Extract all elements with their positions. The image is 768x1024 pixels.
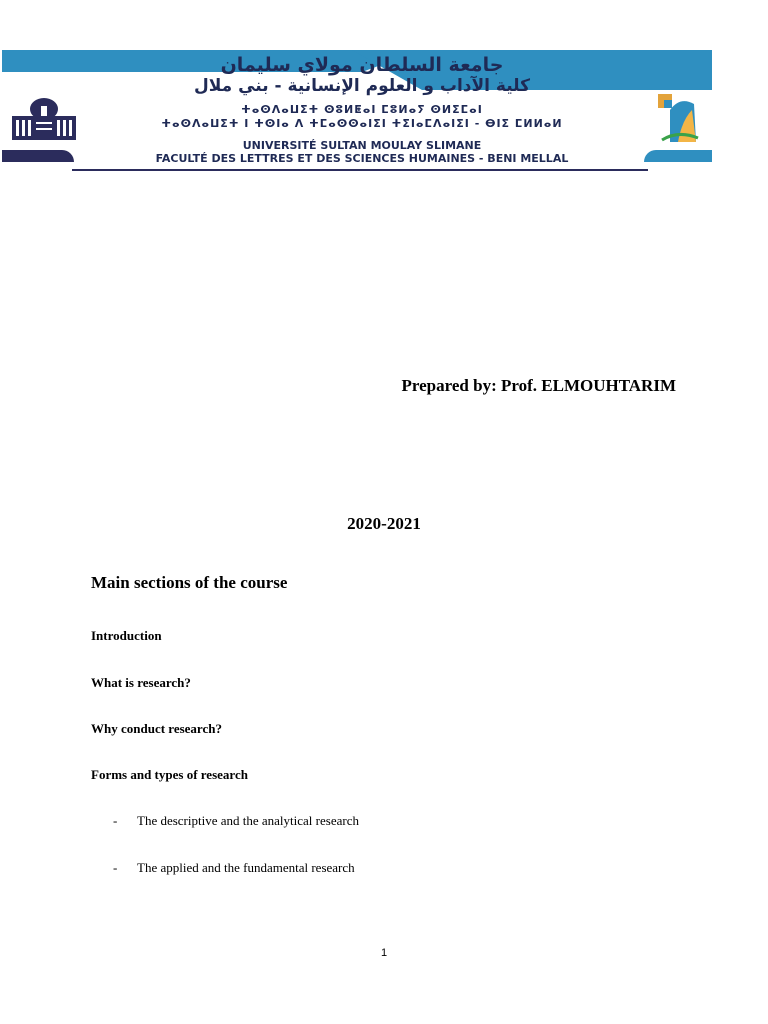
banner-bottom-right-stripe (644, 150, 712, 162)
banner-bottom-left-stripe (2, 150, 74, 162)
toc-heading-forms-and-types: Forms and types of research (91, 767, 248, 782)
course-sections-title: Main sections of the course (91, 573, 288, 592)
bullet-dash: - (113, 813, 118, 828)
university-building-logo-icon (8, 94, 80, 144)
bullet-dash: - (113, 860, 118, 875)
toc-heading-introduction: Introduction (91, 628, 162, 643)
french-university-name: UNIVERSITÉ SULTAN MOULAY SLIMANE (242, 139, 482, 152)
toc-bullet-text: The descriptive and the analytical research (137, 813, 359, 828)
arabic-faculty-name: كلية الآداب و العلوم الإنسانية - بني ملال (194, 76, 530, 96)
arabic-university-name: جامعة السلطان مولاي سليمان (220, 54, 504, 76)
toc-heading-why-conduct-research: Why conduct research? (91, 721, 222, 736)
university-header-banner (2, 50, 712, 172)
french-faculty-name: FACULTÉ DES LETTRES ET DES SCIENCES HUMAINES - BENI MELLAL (155, 152, 569, 165)
toc-bullet-text: The applied and the fundamental research (137, 860, 355, 875)
page-number: 1 (380, 947, 388, 959)
academic-year: 2020-2021 (347, 514, 421, 533)
faculty-logo-icon (656, 90, 702, 146)
prepared-by-line: Prepared by: Prof. ELMOUHTARIM (401, 376, 676, 395)
tifinagh-faculty-name: ⵜⴰⵙⴷⴰⵡⵉⵜ ⵏ ⵜⵙⵏⴰ ⴷ ⵜⵎⴰⵙⵙⴰⵏⵉⵏ ⵜⵉⵏⴰⵎⴷⴰⵏⵉⵏ - ⴱⵏⵉ ⵎⵍⵍⴰⵍ (161, 117, 563, 130)
toc-bullet-item (113, 860, 355, 876)
tifinagh-university-name: ⵜⴰⵙⴷⴰⵡⵉⵜ ⵙⵓⵍⵟⴰⵏ ⵎⵓⵍⴰⵢ ⵙⵍⵉⵎⴰⵏ (241, 103, 483, 116)
toc-bullet-item (113, 813, 359, 829)
toc-heading-what-is-research: What is research? (91, 675, 191, 690)
banner-divider-line (72, 169, 648, 171)
